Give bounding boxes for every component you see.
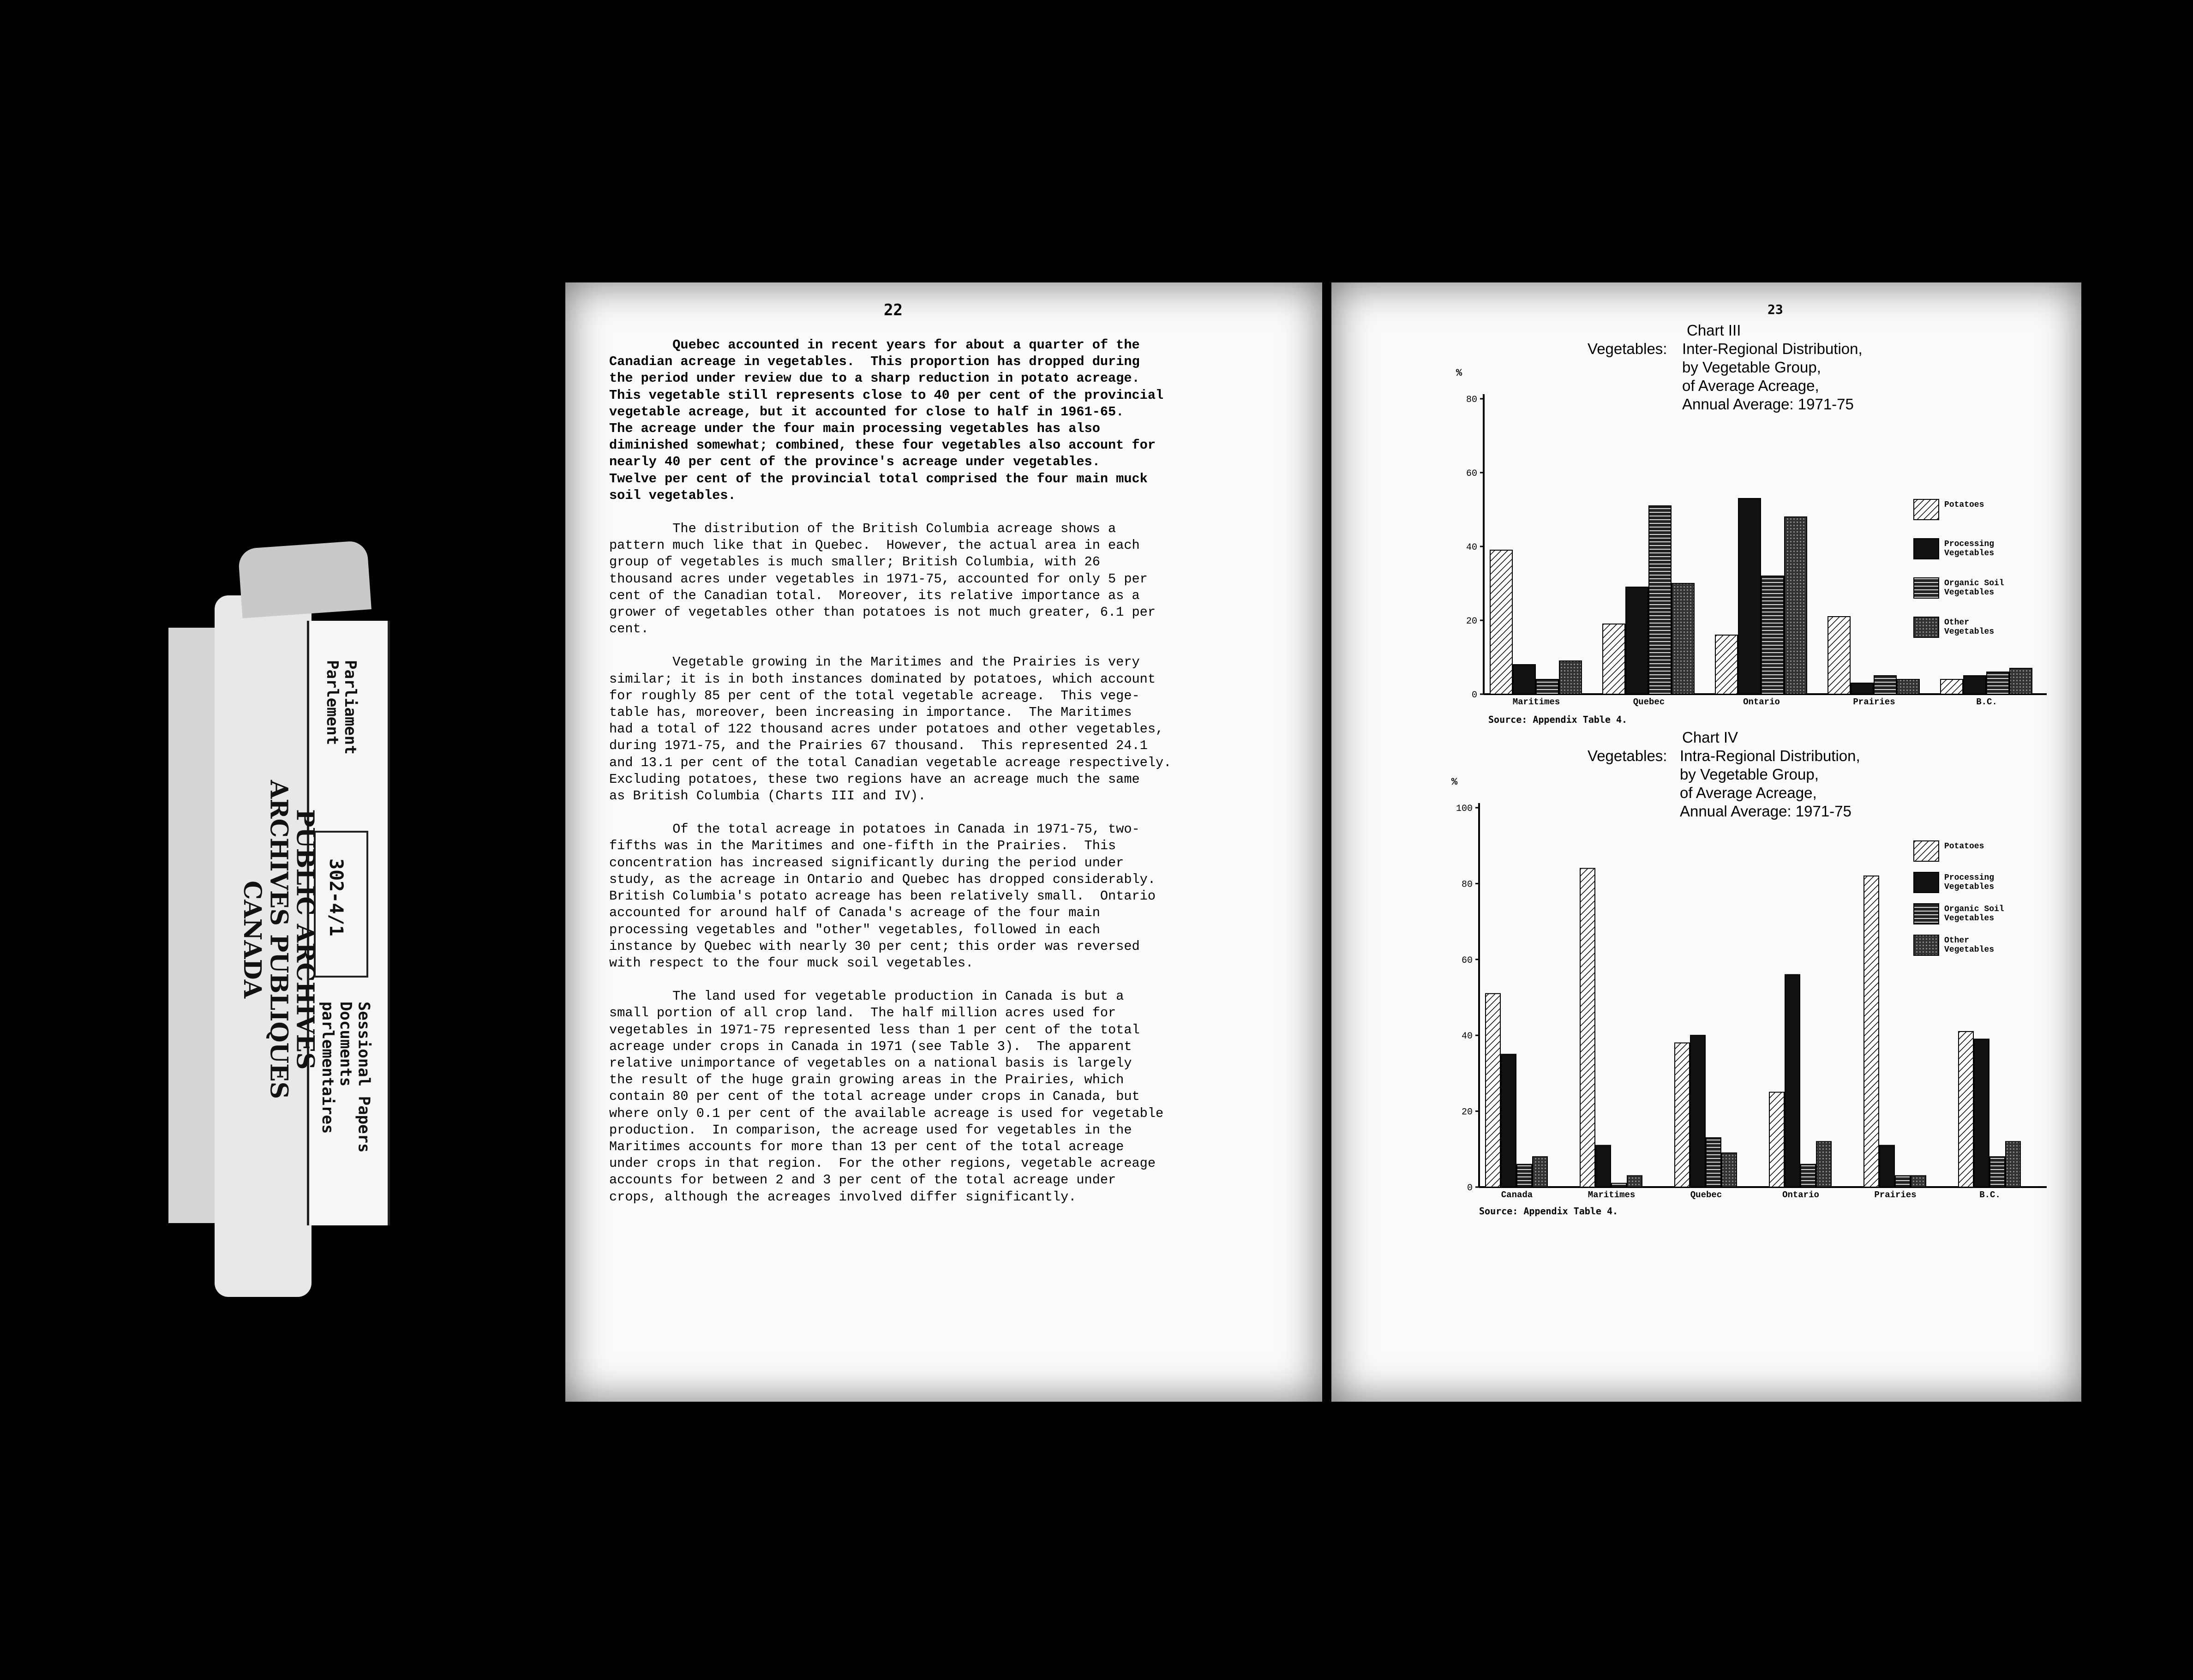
x-tick-label: Prairies (1853, 697, 1895, 707)
bar (1880, 1146, 1894, 1187)
bar (1501, 1054, 1516, 1187)
title-line: Inter-Regional Distribution, (1682, 340, 1863, 357)
y-tick-label: 40 (1461, 1031, 1473, 1042)
archives-stamp (239, 780, 318, 1099)
bar (1864, 876, 1879, 1187)
y-tick-label: 80 (1466, 395, 1477, 405)
bar (1911, 1176, 1926, 1187)
paragraph: Vegetable growing in the Maritimes and the Prairies is very similar; it is in both instances dominated by potatoes, which account for roughly 85 per cent of the total vegetable acreage. This vege- table has, moreover, been increasing in importance. The Maritimes had a total of 122 thousand acres under potatoes and other vegetables, during 1971-75, and the Prairies 67 thousand. This represented 24.1 and 13.1 per cent of the total Canadian vegetable acreage respectively. Excluding potatoes, these two regions have an acreage much the same as British Columbia (Charts III and IV). (609, 654, 1172, 804)
x-tick-label: B.C. (1976, 697, 1997, 707)
bar (1486, 994, 1500, 1187)
chart-iii-heading: Chart III (1687, 322, 1741, 339)
x-tick-label: Quebec (1690, 1190, 1722, 1200)
bar (1706, 1138, 1721, 1187)
chart-iv-source: Source: Appendix Table 4. (1479, 1206, 1618, 1217)
bar (1895, 1176, 1910, 1187)
title-line: Intra-Regional Distribution, (1680, 747, 1860, 764)
chart-iv (1331, 282, 2081, 1252)
bar (1959, 1032, 1973, 1187)
bar (1785, 975, 1800, 1187)
bar (1533, 1157, 1547, 1187)
legend-label: Other Vegetables (1944, 936, 1995, 954)
spine-docs-en: Sessional Papers (354, 1002, 373, 1153)
spine-title (323, 660, 359, 755)
y-tick-label: 60 (1461, 955, 1473, 966)
bar (1769, 1092, 1784, 1188)
y-tick-label: 40 (1466, 542, 1477, 553)
y-tick-label: 60 (1466, 468, 1477, 479)
paragraph: Of the total acreage in potatoes in Canada in 1971-75, two- fifths was in the Maritimes and one-fifth in the Prairies. This concentration has increased significantly during the period under study, as the acreage in Ontario and Quebec has dropped considerably. British Columbia's potato acreage has been relatively small. Ontario accounted for around half of Canada's acreage of the four main processing vegetables and "other" vegetables, followed in each instance by Quebec with nearly 30 per cent; this order was reversed with respect to the four muck soil vegetables. (609, 822, 1156, 971)
x-tick-label: Canada (1501, 1190, 1533, 1200)
left-page (565, 282, 1322, 1402)
spine-title-en: Parliament (341, 660, 360, 755)
y-tick-label: 20 (1461, 1107, 1473, 1118)
bar (1974, 1039, 1989, 1187)
bar (1517, 1164, 1532, 1187)
spine-title-fr: Parlement (323, 660, 342, 745)
spine-docs-fr2: parlementaires (318, 1002, 337, 1134)
paragraph: The land used for vegetable production in Canada is but a small portion of all crop land. The half million acres used for vegetables in 1971-75 represented less than 1 per cent of the total acreage under crops in Canada in 1971 (see Table 3). The apparent relative unimportance of vegetables on a national basis is largely the result of the huge grain growing areas in the Prairies, which contain 80 per cent of the total acreage under crops in Canada, but where only 0.1 per cent of the available acreage is used for vegetable production. In comparison, the acreage used for vegetables in the Maritimes accounts for more than 13 per cent of the total acreage under crops in that region. For the other regions, vegetable acreage accounts for between 2 and 3 per cent of the total acreage under crops, although the acreages involved differ significantly. (609, 989, 1164, 1205)
title-line: of Average Acreage, (1682, 377, 1819, 394)
body-text (609, 337, 1283, 1222)
archives-country: CANADA (238, 881, 267, 999)
y-axis-label: % (1456, 367, 1462, 379)
bar (1627, 1176, 1642, 1187)
x-tick-label: Maritimes (1588, 1190, 1636, 1200)
bar (1816, 1141, 1831, 1187)
title-line: Annual Average: 1971-75 (1682, 396, 1854, 413)
x-tick-label: Maritimes (1512, 697, 1560, 707)
legend-label: Potatoes (1944, 842, 1984, 851)
legend-label: Organic Soil Vegetables (1944, 905, 2004, 923)
spine-reference: 302-4/1 (325, 858, 347, 936)
right-page (1331, 282, 2081, 1402)
box-cap (238, 540, 371, 618)
chart-iv-heading: Chart IV (1682, 729, 1738, 746)
spine-docs-fr: Documents (336, 1002, 355, 1087)
title-line: by Vegetable Group, (1682, 359, 1821, 376)
legend-label: Potatoes (1944, 500, 1984, 510)
x-tick-label: Quebec (1633, 697, 1665, 707)
archives-fr: ARCHIVES PUBLIQUES (264, 780, 293, 1099)
y-tick-label: 80 (1461, 879, 1473, 890)
paragraph: Quebec accounted in recent years for about a quarter of the Canadian acreage in vegetables. This proportion has dropped during the period under review due to a sharp reduction in potato acreage. This vegetable still represents close to 40 per cent of the provincial vegetable acreage, but it accounted for close to half in 1961-65. The acreage under the four main processing vegetables has also diminished somewhat; combined, these four vegetables also account for nearly 40 per cent of the province's acreage under vegetables. Twelve per cent of the provincial total comprised the four main muck soil vegetables. (609, 337, 1164, 503)
bar (1801, 1164, 1816, 1187)
legend-swatch (1914, 904, 1939, 924)
page-number: 23 (1768, 302, 1783, 317)
legend-swatch (1914, 841, 1939, 861)
y-tick-label: 0 (1471, 690, 1477, 701)
x-tick-label: Ontario (1782, 1190, 1819, 1200)
legend-label: Other Vegetables (1944, 618, 1995, 636)
legend-label: Organic Soil Vegetables (1944, 579, 2004, 597)
paragraph: The distribution of the British Columbia acreage shows a pattern much like that in Quebec. However, the actual area in each group of vegetables is much smaller; British Columbia, with 26 thousand acres under vegetables in 1971-75, accounted for only 5 per cent of the Canadian total. Moreover, its relative importance as a grower of vegetables other than potatoes is not much greater, 6.1 per cent. (609, 521, 1156, 637)
y-tick-label: 20 (1466, 616, 1477, 627)
spine-docs (318, 1002, 372, 1153)
chart-iii-prefix: Vegetables: (1588, 340, 1667, 357)
x-tick-label: Prairies (1874, 1190, 1917, 1200)
chart-iv-prefix: Vegetables: (1588, 747, 1667, 764)
x-tick-label: B.C. (1979, 1190, 2001, 1200)
bar (1690, 1035, 1705, 1187)
bar (1722, 1153, 1737, 1187)
bar (1990, 1157, 2005, 1187)
y-tick-label: 100 (1456, 804, 1473, 814)
bar (1580, 869, 1595, 1187)
bar (1675, 1043, 1690, 1187)
bar (1612, 1183, 1626, 1187)
x-tick-label: Ontario (1743, 697, 1780, 707)
archives-en: PUBLIC ARCHIVES (291, 809, 319, 1070)
bar (1596, 1146, 1611, 1187)
legend-label: Processing Vegetables (1944, 873, 1995, 892)
chart-iii-source: Source: Appendix Table 4. (1488, 714, 1628, 725)
page-number: 22 (884, 301, 903, 319)
bar (2006, 1141, 2020, 1187)
y-tick-label: 0 (1467, 1183, 1473, 1194)
legend-swatch (1914, 872, 1939, 893)
title-line: of Average Acreage, (1680, 784, 1817, 801)
title-line: by Vegetable Group, (1680, 766, 1819, 783)
legend-label: Processing Vegetables (1944, 540, 1995, 558)
y-axis-label: % (1451, 776, 1458, 788)
legend-swatch (1914, 935, 1939, 955)
title-line: Annual Average: 1971-75 (1680, 803, 1851, 820)
